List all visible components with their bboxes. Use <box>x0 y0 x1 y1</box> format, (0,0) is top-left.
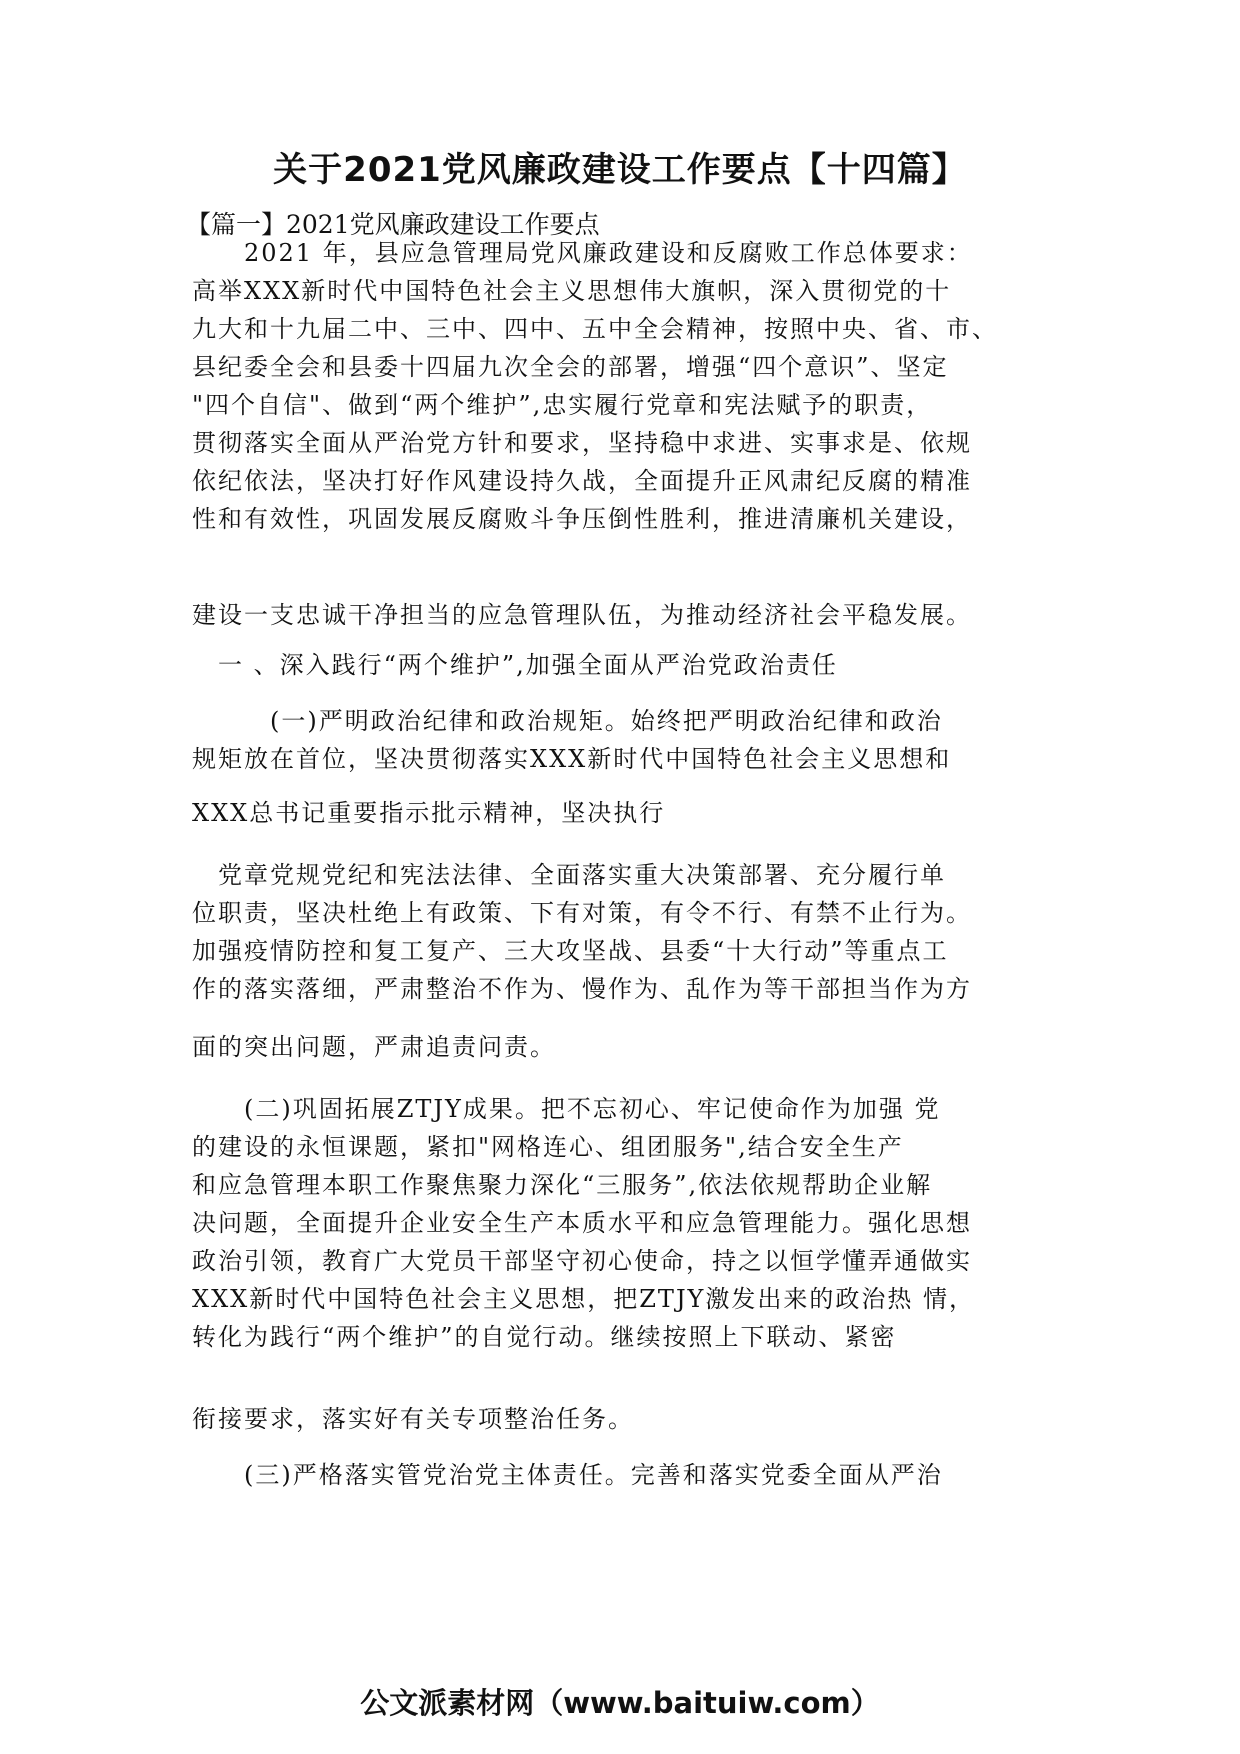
text-line: 党章党规党纪和宪法法律、全面落实重大决策部署、充分履行单 <box>192 861 946 889</box>
text-line: XXX新时代中国特色社会主义思想，把ZTJY激发出来的政治热 情， <box>192 1285 976 1313</box>
text-line: (三)严格落实管党治党主体责任。完善和落实党委全面从严治 <box>192 1461 943 1489</box>
paragraph-intro-end <box>192 596 1072 634</box>
text-line: 政治引领，教育广大党员干部坚守初心使命，持之以恒学懂弄通做实 <box>192 1247 972 1275</box>
text-line: (二)巩固拓展ZTJY成果。把不忘初心、牢记使命作为加强 党 <box>192 1095 941 1123</box>
text-line: 转化为践行“两个维护”的自觉行动。继续按照上下联动、紧密 <box>192 1323 897 1351</box>
text-line: 作的落实落细，严肃整治不作为、慢作为、乱作为等干部担当作为方 <box>192 975 972 1003</box>
text-line: 的建设的永恒课题，紧扣"网格连心、组团服务",结合安全生产 <box>192 1133 904 1161</box>
text-line: XXX总书记重要指示批示精神，坚决执行 <box>192 799 666 827</box>
page-title: 关于2021党风廉政建设工作要点【十四篇】 <box>273 150 967 190</box>
text-line: 贯彻落实全面从严治党方针和要求，坚持稳中求进、实事求是、依规 <box>192 429 972 457</box>
text-line: 位职责，坚决杜绝上有政策、下有对策，有令不行、有禁不止行为。 <box>192 899 972 927</box>
text-line: 一 、深入践行“两个维护”,加强全面从严治党政治责任 <box>192 651 838 679</box>
text-line: 依纪依法，坚决打好作风建设持久战，全面提升正风肃纪反腐的精准 <box>192 467 972 495</box>
text-line: 县纪委全会和县委十四届九次全会的部署，增强“四个意识”、坚定 <box>192 353 949 381</box>
paragraph-item-1-end <box>192 1028 1072 1066</box>
paragraph-item-1-body <box>192 856 1072 1008</box>
paragraph-item-2 <box>192 1090 1072 1356</box>
text-line: 性和有效性，巩固发展反腐败斗争压倒性胜利，推进清廉机关建设， <box>192 505 972 533</box>
paragraph-intro <box>192 234 1072 538</box>
footer-watermark: 公文派素材网（www.baituiw.com） <box>360 1686 880 1720</box>
text-line: (一)严明政治纪律和政治规矩。始终把严明政治纪律和政治 <box>192 707 943 735</box>
text-line: 规矩放在首位，坚决贯彻落实XXX新时代中国特色社会主义思想和 <box>192 745 952 773</box>
text-line: "四个自信"、做到“两个维护”,忠实履行党章和宪法赋予的职责， <box>192 391 933 419</box>
text-line: 加强疫情防控和复工复产、三大攻坚战、县委“十大行动”等重点工 <box>192 937 949 965</box>
paragraph-item-1-cont <box>192 794 1072 832</box>
text-line: 和应急管理本职工作聚焦聚力深化“三服务”,依法依规帮助企业解 <box>192 1171 933 1199</box>
text-line: 衔接要求，落实好有关专项整治任务。 <box>192 1405 634 1433</box>
text-line: 高举XXX新时代中国特色社会主义思想伟大旗帜，深入贯彻党的十 <box>192 277 952 305</box>
paragraph-item-3 <box>192 1456 1072 1494</box>
text-line: 面的突出问题，严肃追责问责。 <box>192 1033 556 1061</box>
paragraph-item-1 <box>192 702 1072 778</box>
text-line: 九大和十九届二中、三中、四中、五中全会精神，按照中央、省、市、 <box>192 315 998 343</box>
section-heading: 【篇一】2021党风廉政建设工作要点 <box>186 210 600 239</box>
text-line: 决问题，全面提升企业安全生产本质水平和应急管理能力。强化思想 <box>192 1209 972 1237</box>
text-line: 建设一支忠诚干净担当的应急管理队伍，为推动经济社会平稳发展。 <box>192 601 972 629</box>
heading-part-one <box>192 646 1072 684</box>
text-line: 2021 年，县应急管理局党风廉政建设和反腐败工作总体要求： <box>192 239 973 267</box>
paragraph-item-2-end <box>192 1400 1072 1438</box>
